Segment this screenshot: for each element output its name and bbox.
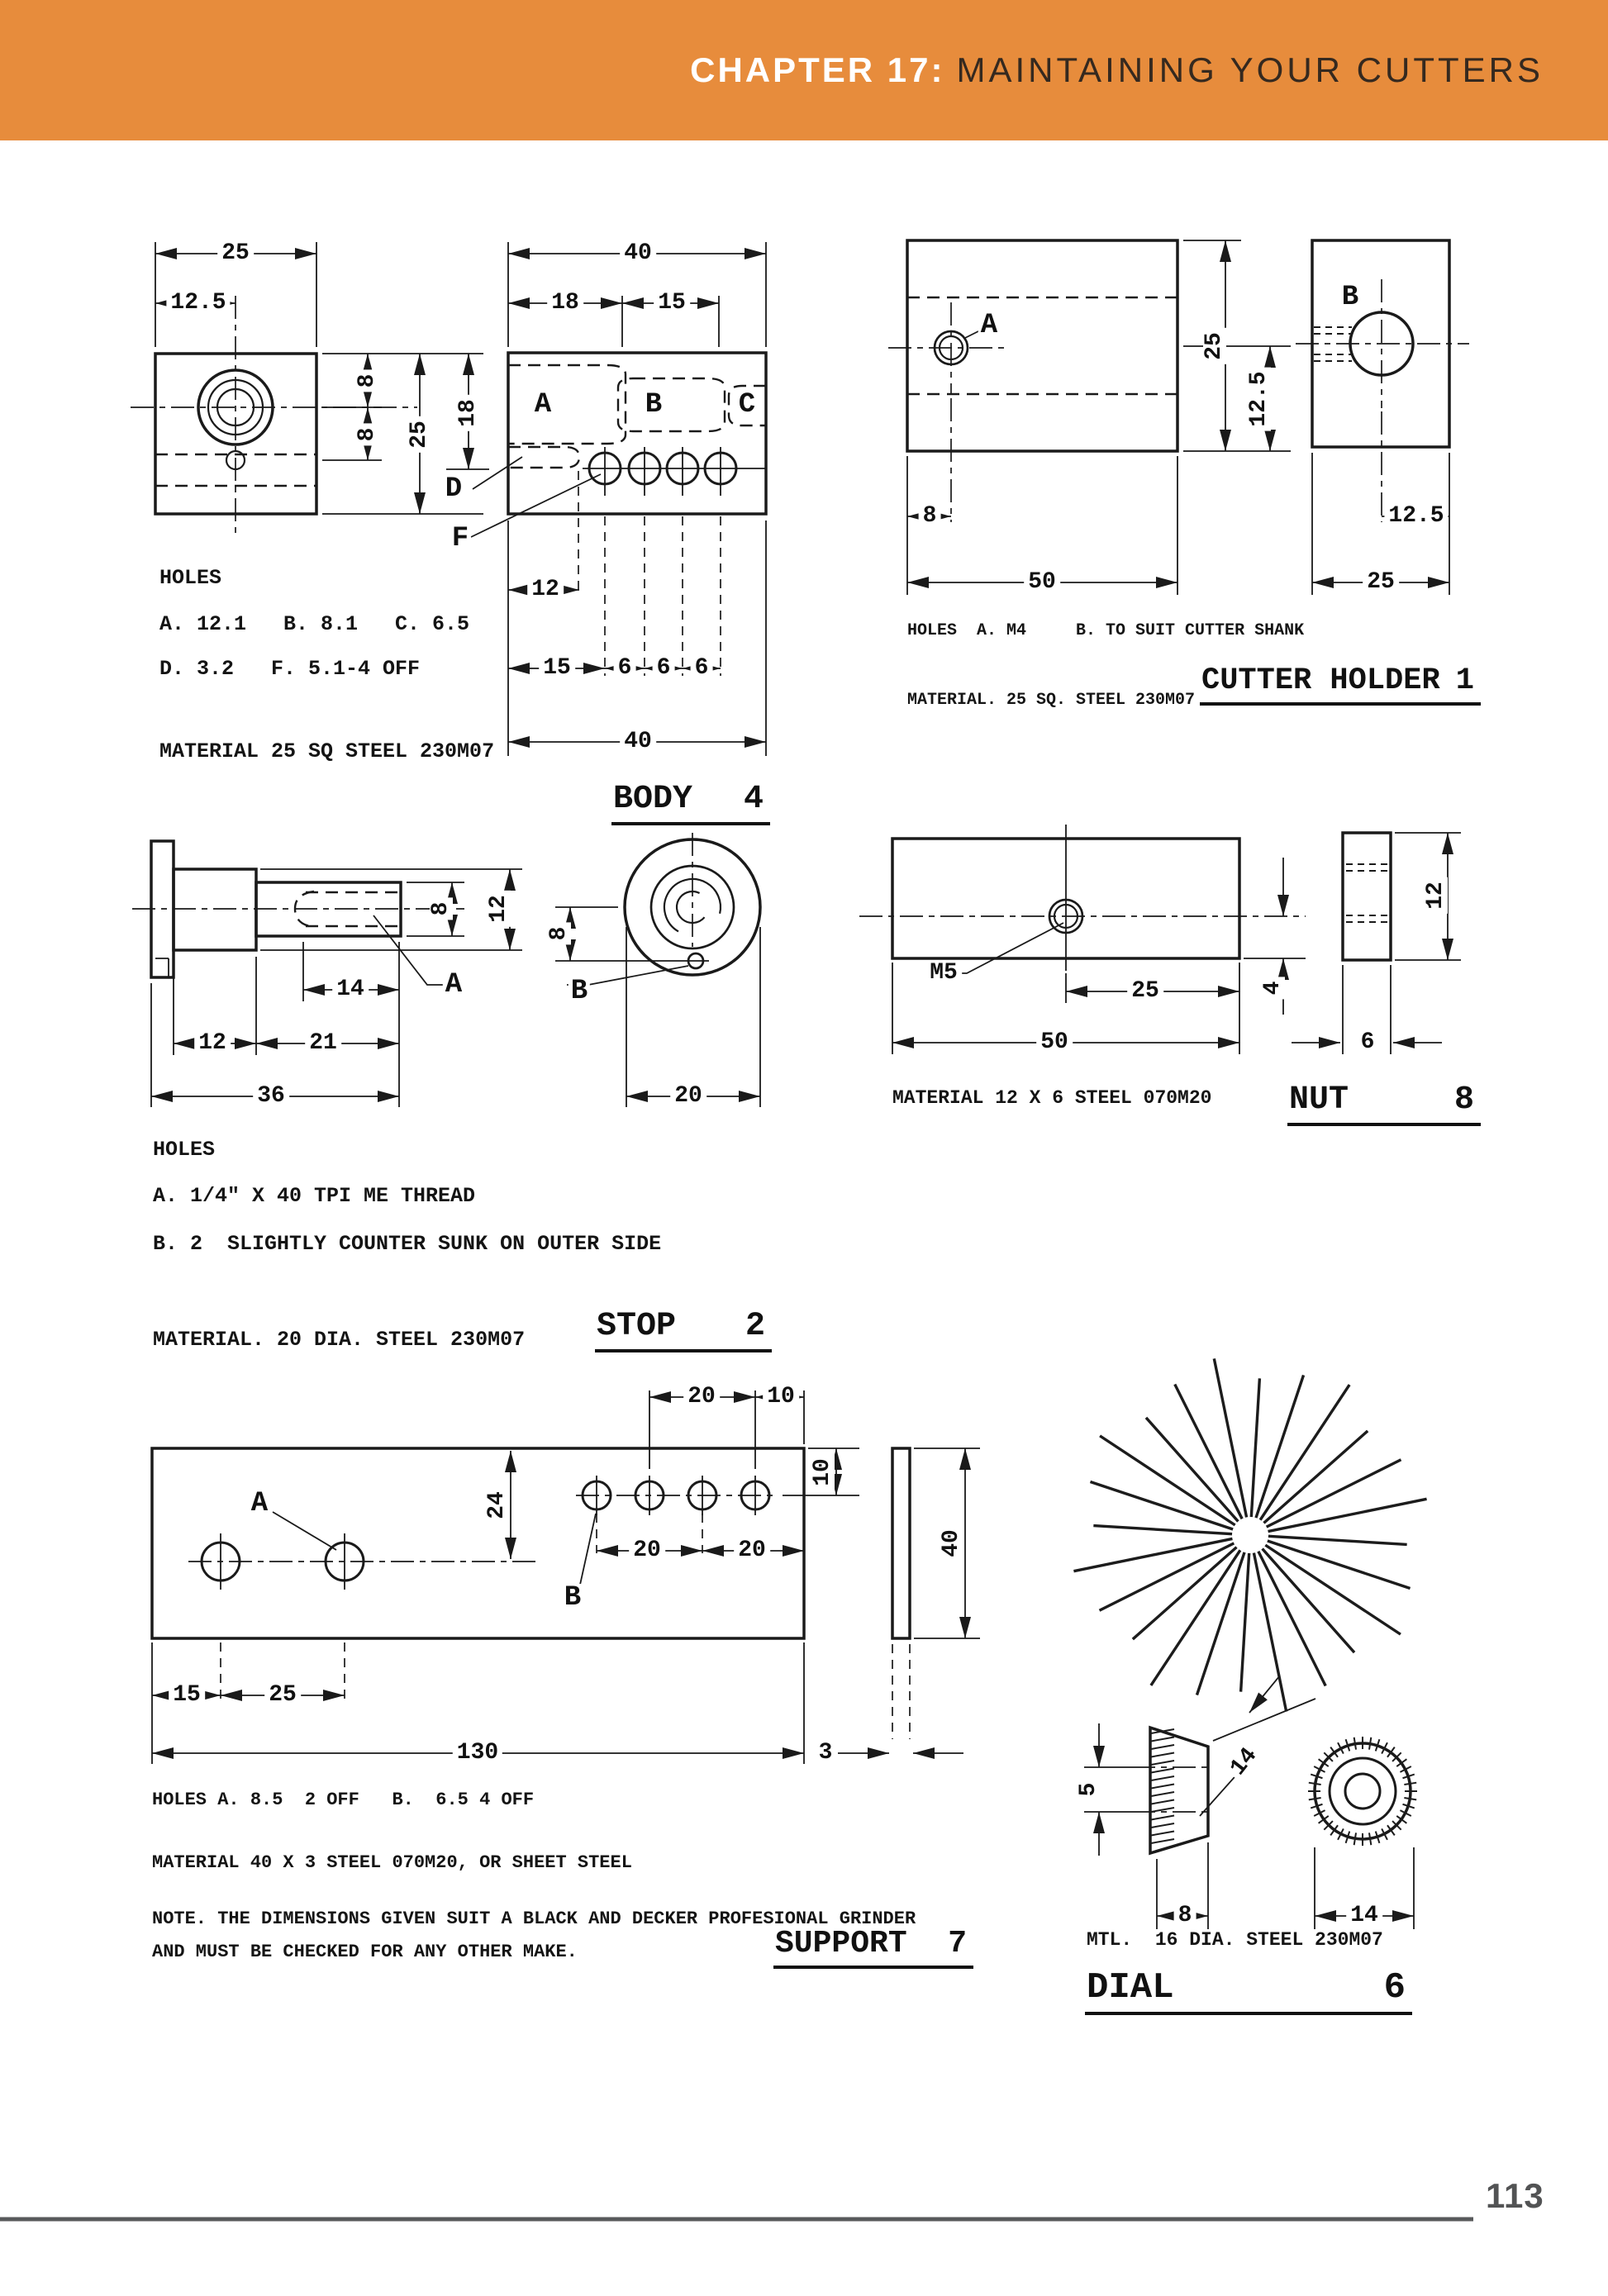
hole-letter: B (562, 1584, 583, 1612)
part-number: 2 (745, 1308, 765, 1345)
dimension-label: 6 (653, 657, 675, 680)
dimension-label: 12.5 (1248, 367, 1271, 430)
nut-drawing (859, 825, 1461, 1054)
support-title (773, 1928, 973, 1969)
part-number: 7 (948, 1926, 967, 1961)
dimension-label: 25 (1203, 328, 1226, 364)
note-line: NOTE. THE DIMENSIONS GIVEN SUIT A BLACK AND DECKER PROFESIONAL GRINDER (152, 1909, 916, 1929)
dimension-label: 18 (547, 292, 583, 315)
note-line: MTL. 16 DIA. STEEL 230M07 (1087, 1929, 1383, 1951)
dial-edge-ticks (1308, 1737, 1417, 1846)
dimension-label: 25 (1363, 571, 1399, 594)
dimension-label: 14 (332, 978, 369, 1001)
dimension-label: 25 (1127, 980, 1163, 1003)
hole-letter: A (443, 971, 464, 999)
note-line: MATERIAL 12 X 6 STEEL 070M20 (892, 1087, 1212, 1109)
note-line: MATERIAL. 20 DIA. STEEL 230M07 (153, 1328, 526, 1352)
part-name: DIAL (1087, 1967, 1174, 2008)
dial-drawing (1073, 1358, 1426, 1929)
dimension-label: 50 (1024, 571, 1060, 594)
note-line: A. 12.1 B. 8.1 C. 6.5 (159, 612, 470, 636)
part-number: 1 (1455, 663, 1474, 698)
page-number: 113 (1486, 2176, 1544, 2215)
stop-title (595, 1310, 772, 1352)
dimension-label: 20 (683, 1386, 720, 1409)
dimension-label: 40 (940, 1525, 963, 1562)
hole-letter: F (450, 525, 471, 553)
dimension-label: 14 (1346, 1904, 1382, 1928)
dimension-label: 8 (430, 898, 453, 920)
dimension-label: 20 (629, 1539, 665, 1562)
dimension-label: 40 (620, 242, 656, 265)
note-line: AND MUST BE CHECKED FOR ANY OTHER MAKE. (152, 1942, 578, 1962)
dimension-label: 14 (1225, 1741, 1265, 1784)
hole-letter: C (736, 391, 758, 419)
chapter-number: CHAPTER 17: (690, 50, 945, 89)
dimension-label: 12 (488, 891, 511, 927)
note-line: MATERIAL. 25 SQ. STEEL 230M07 (907, 691, 1196, 710)
dimension-label: 8 (1174, 1904, 1196, 1928)
hole-letter: B (643, 391, 664, 419)
dimension-label: 50 (1036, 1031, 1073, 1054)
note-line: HOLES A. M4 B. TO SUIT CUTTER SHANK (907, 621, 1305, 640)
dimension-label: 12 (527, 578, 564, 601)
dimension-label: 20 (670, 1085, 706, 1108)
note-line: D. 3.2 F. 5.1-4 OFF (159, 657, 421, 681)
dimension-label: 130 (453, 1742, 502, 1765)
dimension-label: 25 (408, 416, 431, 453)
dimension-label: 8 (548, 923, 571, 945)
note-line: HOLES (153, 1138, 216, 1162)
hole-letter: D (443, 475, 464, 503)
part-name: NUT (1289, 1081, 1349, 1119)
note-line: A. 1/4" X 40 TPI ME THREAD (153, 1184, 476, 1208)
hole-letter: A (532, 391, 554, 419)
nut-title (1287, 1081, 1481, 1126)
dial-starburst (1073, 1358, 1426, 1711)
part-number: 6 (1383, 1967, 1406, 2008)
dimension-label: 20 (734, 1539, 770, 1562)
dimension-label: 8 (919, 505, 941, 528)
dimension-label: 40 (620, 730, 656, 753)
part-name: CUTTER HOLDER (1201, 663, 1440, 698)
dial-knurl-hatching (1151, 1729, 1174, 1843)
body-title (611, 783, 770, 825)
dimension-label: 18 (457, 395, 480, 431)
dimension-label: 6 (614, 657, 636, 680)
hole-letter: B (1339, 283, 1361, 311)
dimension-label: 4 (1262, 977, 1285, 1000)
dimension-label: 21 (305, 1032, 341, 1055)
dimension-label: 12.5 (166, 292, 230, 315)
note-line: MATERIAL 25 SQ STEEL 230M07 (159, 739, 495, 763)
note-line: HOLES (159, 566, 222, 590)
dimension-label: 5 (1078, 1779, 1101, 1801)
dimension-label: 15 (169, 1684, 205, 1707)
note-line: B. 2 SLIGHTLY COUNTER SUNK ON OUTER SIDE (153, 1232, 662, 1256)
hole-letter: B (569, 977, 590, 1005)
dimension-label: 24 (486, 1487, 509, 1524)
dimension-label: 15 (539, 657, 575, 680)
dimension-label: M5 (925, 962, 962, 985)
dimension-label: 8 (356, 424, 379, 446)
cutter-holder-drawing (888, 240, 1469, 595)
note-line: HOLES A. 8.5 2 OFF B. 6.5 4 OFF (152, 1790, 535, 1810)
dimension-label: 8 (356, 370, 379, 392)
cutter-holder-title (1200, 663, 1481, 706)
note-line: MATERIAL 40 X 3 STEEL 070M20, OR SHEET STEEL (152, 1852, 632, 1873)
dimension-label: 25 (264, 1684, 301, 1707)
hole-letter: A (978, 311, 1000, 340)
dial-title (1085, 1967, 1412, 2015)
dimension-label: 10 (763, 1386, 799, 1409)
part-number: 8 (1453, 1081, 1474, 1119)
dimension-label: 6 (691, 657, 713, 680)
part-name: STOP (597, 1308, 677, 1345)
part-name: BODY (613, 781, 693, 818)
hole-letter: A (249, 1490, 270, 1518)
dimension-label: 15 (654, 292, 690, 315)
dimension-label: 36 (253, 1085, 289, 1108)
support-drawing (152, 1390, 980, 1764)
dimension-label: 3 (815, 1742, 837, 1765)
dimension-label: 12 (194, 1032, 231, 1055)
dimension-label: 12.5 (1384, 505, 1448, 528)
dimension-label: 6 (1357, 1031, 1379, 1054)
part-name: SUPPORT (775, 1926, 907, 1961)
dimension-label: 10 (811, 1454, 835, 1490)
dimension-label: 25 (217, 242, 254, 265)
part-number: 4 (743, 781, 764, 818)
dimension-label: 12 (1425, 877, 1448, 914)
chapter-title: MAINTAINING YOUR CUTTERS (956, 50, 1544, 89)
